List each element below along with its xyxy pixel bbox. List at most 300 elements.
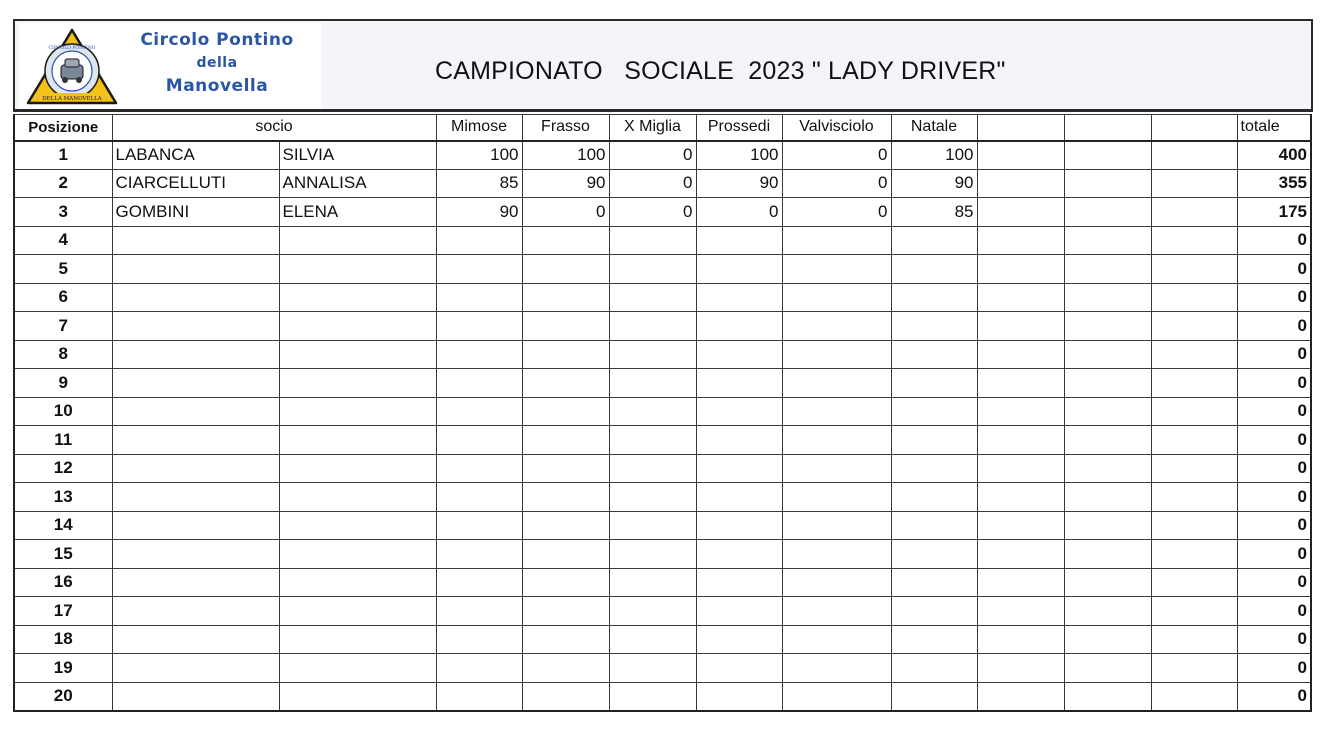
score-cell bbox=[891, 397, 977, 426]
score-cell bbox=[1151, 255, 1237, 284]
score-cell bbox=[436, 340, 522, 369]
score-cell: 0 bbox=[782, 169, 891, 198]
position-cell: 2 bbox=[14, 169, 112, 198]
score-cell bbox=[977, 226, 1064, 255]
table-row bbox=[14, 255, 1311, 284]
score-cell bbox=[522, 340, 609, 369]
score-cell bbox=[891, 625, 977, 654]
score-cell bbox=[1064, 682, 1151, 711]
score-cell bbox=[522, 454, 609, 483]
score-cell bbox=[1064, 198, 1151, 227]
score-cell bbox=[1064, 426, 1151, 455]
table-row bbox=[14, 654, 1311, 683]
table-row bbox=[14, 682, 1311, 711]
score-cell bbox=[609, 226, 696, 255]
score-cell bbox=[977, 169, 1064, 198]
score-cell bbox=[782, 511, 891, 540]
total-cell: 0 bbox=[1237, 283, 1311, 312]
total-cell: 0 bbox=[1237, 312, 1311, 341]
total-cell: 400 bbox=[1237, 141, 1311, 170]
position-cell: 3 bbox=[14, 198, 112, 227]
score-cell bbox=[696, 682, 782, 711]
first-name-cell: ELENA bbox=[279, 198, 436, 227]
score-cell bbox=[696, 255, 782, 284]
score-cell bbox=[1064, 397, 1151, 426]
score-cell bbox=[696, 397, 782, 426]
score-cell bbox=[782, 255, 891, 284]
score-cell bbox=[891, 483, 977, 512]
last-name-cell: CIARCELLUTI bbox=[112, 169, 279, 198]
score-cell bbox=[436, 454, 522, 483]
first-name-cell bbox=[279, 625, 436, 654]
score-cell bbox=[782, 312, 891, 341]
score-cell bbox=[1064, 340, 1151, 369]
score-cell: 90 bbox=[696, 169, 782, 198]
total-cell: 0 bbox=[1237, 597, 1311, 626]
first-name-cell bbox=[279, 568, 436, 597]
score-cell bbox=[782, 454, 891, 483]
column-header: Mimose bbox=[436, 115, 522, 141]
score-cell bbox=[1064, 312, 1151, 341]
score-cell: 0 bbox=[782, 141, 891, 170]
column-header bbox=[1151, 115, 1237, 141]
score-cell: 0 bbox=[609, 141, 696, 170]
position-cell: 1 bbox=[14, 141, 112, 170]
score-cell bbox=[782, 625, 891, 654]
score-cell bbox=[1064, 511, 1151, 540]
table-row bbox=[14, 568, 1311, 597]
score-cell bbox=[436, 483, 522, 512]
first-name-cell bbox=[279, 540, 436, 569]
last-name-cell bbox=[112, 654, 279, 683]
score-cell bbox=[1151, 198, 1237, 227]
last-name-cell bbox=[112, 255, 279, 284]
position-cell: 4 bbox=[14, 226, 112, 255]
score-cell bbox=[609, 426, 696, 455]
score-cell bbox=[977, 198, 1064, 227]
score-cell bbox=[609, 397, 696, 426]
last-name-cell bbox=[112, 226, 279, 255]
score-cell bbox=[782, 340, 891, 369]
score-cell bbox=[436, 597, 522, 626]
score-cell bbox=[696, 654, 782, 683]
score-cell bbox=[522, 226, 609, 255]
score-cell bbox=[977, 369, 1064, 398]
score-cell bbox=[977, 312, 1064, 341]
last-name-cell bbox=[112, 540, 279, 569]
score-cell bbox=[436, 682, 522, 711]
score-cell bbox=[1151, 169, 1237, 198]
score-cell bbox=[436, 625, 522, 654]
last-name-cell bbox=[112, 483, 279, 512]
score-cell bbox=[977, 340, 1064, 369]
score-cell bbox=[696, 483, 782, 512]
score-cell bbox=[436, 397, 522, 426]
first-name-cell bbox=[279, 682, 436, 711]
score-cell bbox=[977, 454, 1064, 483]
score-cell bbox=[891, 226, 977, 255]
column-header: Posizione bbox=[14, 115, 112, 141]
score-cell bbox=[696, 540, 782, 569]
score-cell bbox=[1064, 283, 1151, 312]
score-cell bbox=[891, 312, 977, 341]
total-cell: 0 bbox=[1237, 397, 1311, 426]
score-cell: 0 bbox=[522, 198, 609, 227]
score-cell bbox=[696, 625, 782, 654]
last-name-cell bbox=[112, 283, 279, 312]
total-cell: 0 bbox=[1237, 654, 1311, 683]
score-cell bbox=[977, 540, 1064, 569]
position-cell: 9 bbox=[14, 369, 112, 398]
table-row bbox=[14, 454, 1311, 483]
total-cell: 0 bbox=[1237, 369, 1311, 398]
score-cell bbox=[696, 340, 782, 369]
club-logo bbox=[19, 23, 321, 109]
club-emblem-icon bbox=[25, 27, 119, 107]
badge-top-text: CIRCOLO PONTINO bbox=[48, 46, 96, 51]
column-header: Frasso bbox=[522, 115, 609, 141]
score-cell: 85 bbox=[436, 169, 522, 198]
score-cell bbox=[891, 682, 977, 711]
score-cell bbox=[436, 511, 522, 540]
score-cell bbox=[522, 426, 609, 455]
score-cell: 100 bbox=[436, 141, 522, 170]
score-cell bbox=[436, 654, 522, 683]
score-cell bbox=[696, 568, 782, 597]
score-cell: 90 bbox=[522, 169, 609, 198]
score-cell: 0 bbox=[609, 169, 696, 198]
score-cell bbox=[782, 226, 891, 255]
score-cell bbox=[436, 312, 522, 341]
score-cell bbox=[977, 141, 1064, 170]
column-header: Prossedi bbox=[696, 115, 782, 141]
score-cell bbox=[1064, 654, 1151, 683]
score-cell bbox=[1151, 568, 1237, 597]
score-cell: 100 bbox=[522, 141, 609, 170]
club-name-line1: Circolo Pontino bbox=[140, 30, 294, 50]
score-cell bbox=[522, 369, 609, 398]
score-cell bbox=[436, 369, 522, 398]
last-name-cell bbox=[112, 625, 279, 654]
score-cell bbox=[977, 483, 1064, 512]
first-name-cell bbox=[279, 511, 436, 540]
badge-bottom-text: DELLA MANOVELLA bbox=[42, 96, 102, 102]
ranking-table bbox=[13, 114, 1312, 712]
total-cell: 175 bbox=[1237, 198, 1311, 227]
table-row bbox=[14, 169, 1311, 198]
document-header bbox=[13, 19, 1313, 112]
total-cell: 0 bbox=[1237, 682, 1311, 711]
table-row bbox=[14, 340, 1311, 369]
score-cell bbox=[782, 397, 891, 426]
score-cell bbox=[891, 454, 977, 483]
score-cell bbox=[1151, 511, 1237, 540]
last-name-cell bbox=[112, 511, 279, 540]
score-cell bbox=[609, 483, 696, 512]
column-header bbox=[977, 115, 1064, 141]
score-cell bbox=[436, 540, 522, 569]
score-cell: 0 bbox=[609, 198, 696, 227]
score-cell: 0 bbox=[696, 198, 782, 227]
column-header bbox=[1064, 115, 1151, 141]
position-cell: 6 bbox=[14, 283, 112, 312]
last-name-cell bbox=[112, 312, 279, 341]
score-cell bbox=[891, 540, 977, 569]
table-header-row bbox=[14, 115, 1311, 141]
score-cell bbox=[522, 397, 609, 426]
score-cell bbox=[609, 625, 696, 654]
last-name-cell bbox=[112, 369, 279, 398]
score-cell bbox=[609, 597, 696, 626]
score-cell bbox=[1064, 226, 1151, 255]
column-header: X Miglia bbox=[609, 115, 696, 141]
position-cell: 7 bbox=[14, 312, 112, 341]
total-cell: 0 bbox=[1237, 511, 1311, 540]
score-cell bbox=[782, 483, 891, 512]
score-cell bbox=[436, 255, 522, 284]
score-cell bbox=[522, 682, 609, 711]
score-cell bbox=[1151, 283, 1237, 312]
score-cell bbox=[977, 625, 1064, 654]
position-cell: 15 bbox=[14, 540, 112, 569]
position-cell: 5 bbox=[14, 255, 112, 284]
total-cell: 0 bbox=[1237, 340, 1311, 369]
score-cell bbox=[1064, 625, 1151, 654]
position-cell: 14 bbox=[14, 511, 112, 540]
score-cell bbox=[609, 568, 696, 597]
score-cell bbox=[696, 226, 782, 255]
last-name-cell bbox=[112, 597, 279, 626]
club-name-line3: Manovella bbox=[165, 76, 269, 96]
total-cell: 355 bbox=[1237, 169, 1311, 198]
first-name-cell bbox=[279, 255, 436, 284]
score-cell bbox=[522, 597, 609, 626]
score-cell bbox=[1064, 369, 1151, 398]
score-cell bbox=[1064, 540, 1151, 569]
score-cell bbox=[891, 597, 977, 626]
score-cell bbox=[1151, 340, 1237, 369]
score-cell bbox=[696, 511, 782, 540]
club-name bbox=[117, 29, 317, 98]
club-name-line2: della bbox=[196, 55, 238, 71]
score-cell: 90 bbox=[891, 169, 977, 198]
table-row bbox=[14, 141, 1311, 170]
score-cell bbox=[609, 340, 696, 369]
position-cell: 12 bbox=[14, 454, 112, 483]
table-row bbox=[14, 483, 1311, 512]
score-cell bbox=[891, 340, 977, 369]
score-cell bbox=[1151, 625, 1237, 654]
first-name-cell bbox=[279, 454, 436, 483]
score-cell bbox=[696, 283, 782, 312]
total-cell: 0 bbox=[1237, 454, 1311, 483]
score-cell: 0 bbox=[782, 198, 891, 227]
score-cell bbox=[696, 369, 782, 398]
total-cell: 0 bbox=[1237, 625, 1311, 654]
score-cell bbox=[782, 682, 891, 711]
table-row bbox=[14, 369, 1311, 398]
score-cell bbox=[977, 397, 1064, 426]
score-cell bbox=[609, 654, 696, 683]
score-cell bbox=[1151, 454, 1237, 483]
score-cell bbox=[522, 540, 609, 569]
total-cell: 0 bbox=[1237, 483, 1311, 512]
page-title: CAMPIONATO SOCIALE 2023 " LADY DRIVER" bbox=[435, 57, 1006, 85]
score-cell bbox=[977, 511, 1064, 540]
last-name-cell bbox=[112, 397, 279, 426]
score-cell bbox=[977, 654, 1064, 683]
score-cell bbox=[522, 625, 609, 654]
table-row bbox=[14, 198, 1311, 227]
score-cell bbox=[522, 483, 609, 512]
score-cell bbox=[522, 255, 609, 284]
score-cell bbox=[522, 654, 609, 683]
score-cell bbox=[782, 568, 891, 597]
first-name-cell bbox=[279, 340, 436, 369]
score-cell bbox=[609, 682, 696, 711]
score-cell bbox=[522, 312, 609, 341]
total-cell: 0 bbox=[1237, 226, 1311, 255]
score-cell bbox=[609, 454, 696, 483]
score-cell bbox=[977, 597, 1064, 626]
score-cell bbox=[782, 654, 891, 683]
table-row bbox=[14, 426, 1311, 455]
first-name-cell: ANNALISA bbox=[279, 169, 436, 198]
position-cell: 10 bbox=[14, 397, 112, 426]
table-row bbox=[14, 625, 1311, 654]
score-cell bbox=[1064, 255, 1151, 284]
position-cell: 19 bbox=[14, 654, 112, 683]
first-name-cell bbox=[279, 597, 436, 626]
score-cell bbox=[436, 283, 522, 312]
score-cell bbox=[782, 283, 891, 312]
score-cell bbox=[891, 654, 977, 683]
last-name-cell bbox=[112, 426, 279, 455]
score-cell bbox=[1151, 597, 1237, 626]
score-cell bbox=[436, 226, 522, 255]
score-cell bbox=[1064, 483, 1151, 512]
score-cell bbox=[696, 312, 782, 341]
score-cell bbox=[436, 568, 522, 597]
column-header: socio bbox=[112, 115, 436, 141]
table-row bbox=[14, 540, 1311, 569]
score-cell bbox=[977, 255, 1064, 284]
score-cell bbox=[891, 369, 977, 398]
table-row bbox=[14, 597, 1311, 626]
score-cell bbox=[609, 283, 696, 312]
score-cell bbox=[891, 511, 977, 540]
score-cell bbox=[891, 426, 977, 455]
score-cell bbox=[696, 597, 782, 626]
score-cell bbox=[1151, 312, 1237, 341]
first-name-cell bbox=[279, 654, 436, 683]
table-row bbox=[14, 226, 1311, 255]
last-name-cell: GOMBINI bbox=[112, 198, 279, 227]
first-name-cell bbox=[279, 397, 436, 426]
first-name-cell bbox=[279, 369, 436, 398]
last-name-cell bbox=[112, 568, 279, 597]
total-cell: 0 bbox=[1237, 540, 1311, 569]
score-cell bbox=[1064, 568, 1151, 597]
total-cell: 0 bbox=[1237, 568, 1311, 597]
first-name-cell bbox=[279, 483, 436, 512]
score-cell bbox=[782, 369, 891, 398]
score-cell bbox=[977, 283, 1064, 312]
score-cell bbox=[609, 255, 696, 284]
table-row bbox=[14, 511, 1311, 540]
score-cell bbox=[609, 511, 696, 540]
score-cell bbox=[609, 312, 696, 341]
score-cell bbox=[1151, 369, 1237, 398]
total-cell: 0 bbox=[1237, 426, 1311, 455]
score-cell bbox=[696, 454, 782, 483]
score-cell bbox=[609, 369, 696, 398]
last-name-cell bbox=[112, 454, 279, 483]
score-cell bbox=[1064, 169, 1151, 198]
table-row bbox=[14, 397, 1311, 426]
first-name-cell bbox=[279, 226, 436, 255]
score-cell bbox=[696, 426, 782, 455]
position-cell: 17 bbox=[14, 597, 112, 626]
first-name-cell bbox=[279, 312, 436, 341]
score-cell bbox=[1151, 141, 1237, 170]
score-cell bbox=[522, 283, 609, 312]
score-cell bbox=[1151, 226, 1237, 255]
score-cell bbox=[977, 426, 1064, 455]
column-header: Natale bbox=[891, 115, 977, 141]
score-cell bbox=[436, 426, 522, 455]
position-cell: 16 bbox=[14, 568, 112, 597]
score-cell: 100 bbox=[891, 141, 977, 170]
score-cell: 90 bbox=[436, 198, 522, 227]
score-cell bbox=[782, 426, 891, 455]
column-header: totale bbox=[1237, 115, 1311, 141]
score-cell bbox=[609, 540, 696, 569]
first-name-cell: SILVIA bbox=[279, 141, 436, 170]
position-cell: 8 bbox=[14, 340, 112, 369]
score-cell bbox=[1064, 141, 1151, 170]
score-cell bbox=[1064, 454, 1151, 483]
score-cell bbox=[891, 568, 977, 597]
score-cell bbox=[1151, 654, 1237, 683]
score-cell bbox=[1151, 682, 1237, 711]
first-name-cell bbox=[279, 426, 436, 455]
score-cell bbox=[977, 682, 1064, 711]
score-cell bbox=[1151, 540, 1237, 569]
score-cell bbox=[1151, 397, 1237, 426]
table-row bbox=[14, 312, 1311, 341]
last-name-cell: LABANCA bbox=[112, 141, 279, 170]
score-cell bbox=[891, 255, 977, 284]
position-cell: 11 bbox=[14, 426, 112, 455]
last-name-cell bbox=[112, 340, 279, 369]
total-cell: 0 bbox=[1237, 255, 1311, 284]
column-header: Valvisciolo bbox=[782, 115, 891, 141]
score-cell: 85 bbox=[891, 198, 977, 227]
score-cell bbox=[977, 568, 1064, 597]
position-cell: 18 bbox=[14, 625, 112, 654]
score-cell bbox=[1151, 426, 1237, 455]
table-row bbox=[14, 283, 1311, 312]
position-cell: 20 bbox=[14, 682, 112, 711]
score-cell bbox=[891, 283, 977, 312]
score-cell: 100 bbox=[696, 141, 782, 170]
score-cell bbox=[1151, 483, 1237, 512]
score-cell bbox=[522, 568, 609, 597]
score-cell bbox=[1064, 597, 1151, 626]
score-cell bbox=[782, 597, 891, 626]
first-name-cell bbox=[279, 283, 436, 312]
